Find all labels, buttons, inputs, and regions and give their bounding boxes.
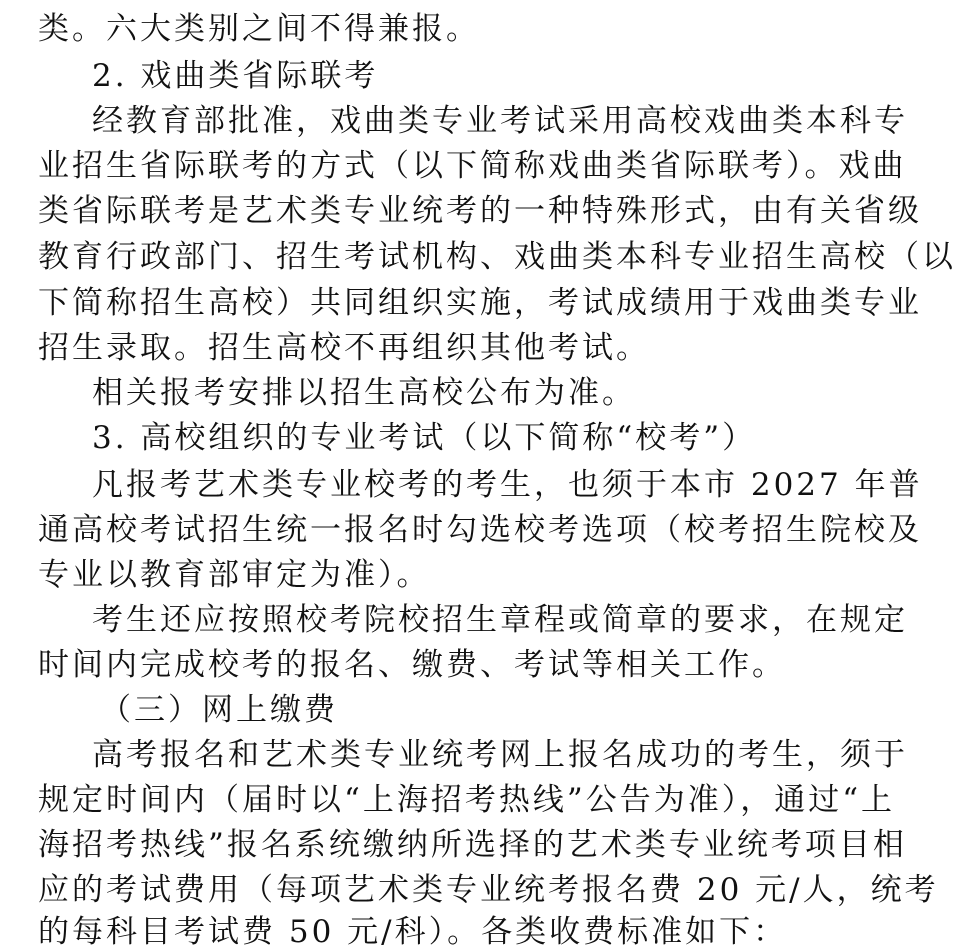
- text-line: 海招考热线”报名系统缴纳所选择的艺术类专业统考项目相: [38, 827, 907, 863]
- text-line: 高考报名和艺术类专业统考网上报名成功的考生，须于: [92, 737, 908, 773]
- section-heading: 2. 戏曲类省际联考: [92, 58, 379, 94]
- text-line: 教育行政部门、招生考试机构、戏曲类本科专业招生高校（以: [38, 239, 956, 275]
- text-line: 下简称招生高校）共同组织实施，考试成绩用于戏曲类专业: [38, 285, 922, 321]
- text-line: 凡报考艺术类专业校考的考生，也须于本市 2027 年普: [92, 467, 923, 503]
- text-line: 业招生省际联考的方式（以下简称戏曲类省际联考）。戏曲: [38, 148, 907, 184]
- text-line: 考生还应按照校考院校招生章程或简章的要求，在规定: [92, 602, 908, 638]
- text-line: 时间内完成校考的报名、缴费、考试等相关工作。: [38, 647, 786, 683]
- text-line: 通高校考试招生统一报名时勾选校考选项（校考招生院校及: [38, 512, 922, 548]
- text-line: 相关报考安排以招生高校公布为准。: [92, 375, 636, 411]
- text-line: 专业以教育部审定为准）。: [38, 557, 431, 593]
- text-line: 的每科目考试费 50 元/科）。各类收费标准如下：: [38, 914, 788, 950]
- text-line: 类。六大类别之间不得兼报。: [38, 11, 480, 47]
- text-line: 招生录取。招生高校不再组织其他考试。: [38, 330, 650, 366]
- text-line: 规定时间内（届时以“上海招考热线”公告为准），通过“上: [38, 782, 896, 818]
- section-heading: （三）网上缴费: [100, 692, 338, 728]
- section-heading: 3. 高校组织的专业考试（以下简称“校考”）: [92, 420, 757, 456]
- text-line: 应的考试费用（每项艺术类专业统考报名费 20 元/人，统考: [38, 872, 939, 908]
- text-line: 经教育部批准，戏曲类专业考试采用高校戏曲类本科专: [92, 103, 908, 139]
- text-line: 类省际联考是艺术类专业统考的一种特殊形式，由有关省级: [38, 193, 922, 229]
